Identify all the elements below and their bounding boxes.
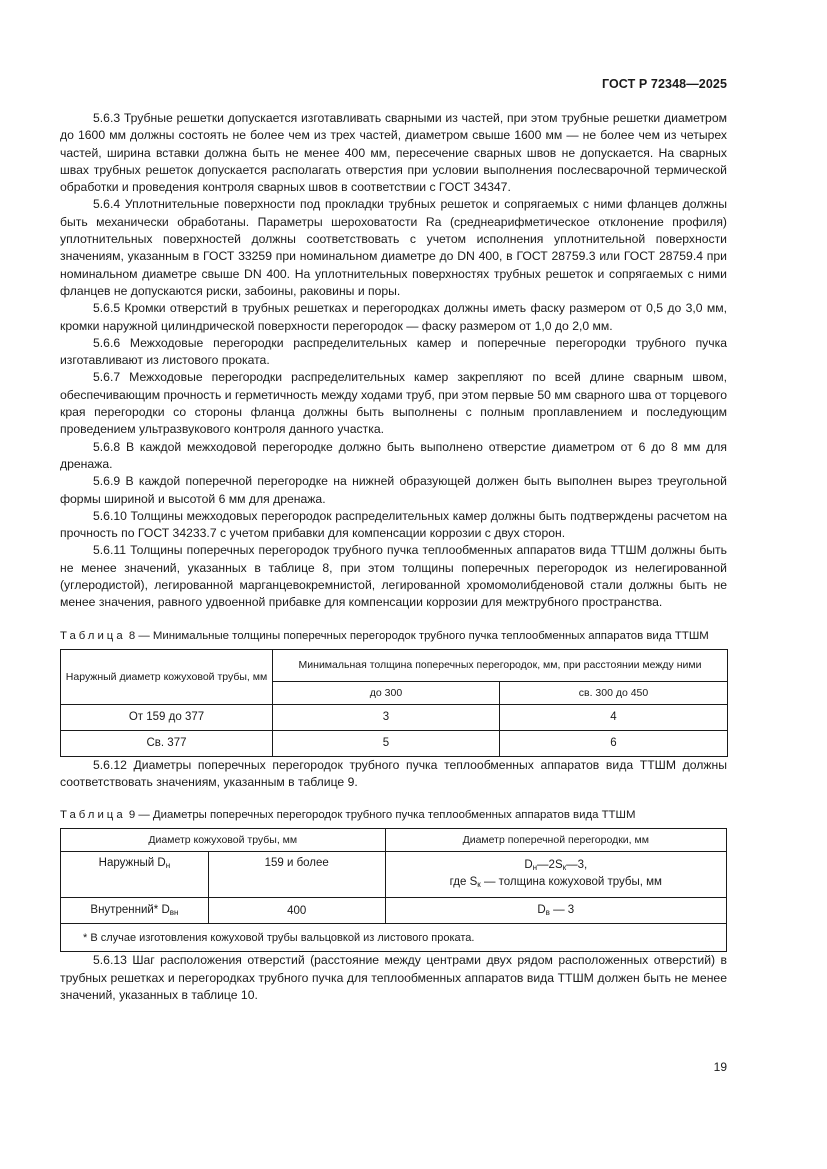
paragraph-5-6-8: 5.6.8 В каждой межходовой перегородке должно быть выполнено отверстие диаметром от 6 до 8 мм для дренажа. <box>60 439 727 471</box>
document-header: ГОСТ Р 72348—2025 <box>601 77 727 91</box>
table-row <box>61 730 728 756</box>
table-9-caption-word: Таблица <box>60 809 126 822</box>
paragraph-5-6-5: 5.6.5 Кромки отверстий в трубных решетках и перегородках должны иметь фаску размером от 0,5 до 3,0 мм, кромки наружной цилиндрической поверхности перегородок — фаску размером от 1,0 до 2,0 мм. <box>60 301 727 333</box>
table-cell-outer-diameter: Наружный $D_н$ <box>61 852 209 898</box>
table-cell: Св. 377 <box>61 730 273 756</box>
table-8-caption-text: 8 — Минимальные толщины поперечных перегородок трубного пучка теплообменных аппаратов вида ТТШМ <box>128 629 709 642</box>
table-8 <box>60 649 728 757</box>
table-9 <box>60 828 727 952</box>
table-8-header-up-to-300: до 300 <box>273 681 500 704</box>
table-cell-formula: $D_в$ — 3 <box>385 898 726 924</box>
table-row <box>61 898 727 924</box>
table-8-header-thickness: Минимальная толщина поперечных перегородок, мм, при расстоянии между ними <box>273 649 728 681</box>
page-body <box>60 110 727 1004</box>
table-cell: 4 <box>500 704 728 730</box>
table-9-header-baffle-diameter: Диаметр поперечной перегородки, мм <box>385 829 726 852</box>
paragraph-5-6-12: 5.6.12 Диаметры поперечных перегородок трубного пучка теплообменных аппаратов вида ТТШМ должны соответствовать значениям, указанным в таблице 9. <box>60 757 727 789</box>
table-cell: 3 <box>273 704 500 730</box>
paragraph-5-6-9: 5.6.9 В каждой поперечной перегородке на нижней образующей должен быть выполнен вырез треугольной формы шириной и высотой 6 мм для дренажа. <box>60 474 727 506</box>
table-cell: От 159 до 377 <box>61 704 273 730</box>
paragraph-5-6-4: 5.6.4 Уплотнительные поверхности под прокладки трубных решеток и сопрягаемых с ними фланцев должны быть механически обработаны. Параметры шероховатости Ra (среднеарифметическое отклонение профиля) уплотнительных поверхностей должны соответствовать с учетом исполнения уплотнительной поверхности значениям, указанным в ГОСТ 33259 при номинальном диаметре до DN 400, в ГОСТ 28759.3 или ГОСТ 28759.4 при номинальном диаметре свыше DN 400. На уплотнительных поверхностях трубных решеток и сопрягаемых с ними фланцев не допускаются риски, забоины, раковины и поры. <box>60 197 727 298</box>
table-cell-formula: $D_н—2S_к—3$, где $S_к$ — толщина кожуховой трубы, мм <box>385 852 726 898</box>
table-cell: 6 <box>500 730 728 756</box>
table-8-caption-word: Таблица <box>60 629 126 642</box>
table-8-header-diameter: Наружный диаметр кожуховой трубы, мм <box>61 649 273 704</box>
page-number: 19 <box>713 1060 727 1074</box>
paragraph-5-6-13: 5.6.13 Шаг расположения отверстий (расстояние между центрами двух рядом расположенных отверстий) в трубных решетках и перегородках трубного пучка для теплообменных аппаратов вида ТТШМ должен быть не менее значений, указанных в таблице 10. <box>60 953 727 1002</box>
table-row <box>61 852 727 898</box>
table-8-header-300-to-450: св. 300 до 450 <box>500 681 728 704</box>
table-cell-inner-diameter: Внутренний* $D_{вн}$ <box>61 898 209 924</box>
paragraph-5-6-6: 5.6.6 Межходовые перегородки распределительных камер и поперечные перегородки трубного пучка изготавливают из листового проката. <box>60 335 727 368</box>
table-cell: 400 <box>208 898 385 924</box>
table-8-caption <box>60 628 727 644</box>
table-9-header-shell-diameter: Диаметр кожуховой трубы, мм <box>61 829 386 852</box>
paragraph-5-6-3: 5.6.3 Трубные решетки допускается изготавливать сварными из частей, при этом трубные решетки диаметром до 1600 мм должны состоять не более чем из трех частей, диаметром свыше 1600 мм — не более чем из четырех частей, ширина вставки должна быть не менее 400 мм, пересечение сварных швов не допускается. На сварных швах трубных решеток допускается располагать отверстия при условии выполнения послесварочной термической обработки и проведения контроля сварных швов в соответствии с ГОСТ 34347. <box>60 111 727 195</box>
paragraph-5-6-10: 5.6.10 Толщины межходовых перегородок распределительных камер должны быть подтверждены расчетом на прочность по ГОСТ 34233.7 с учетом прибавки для компенсации коррозии с двух сторон. <box>60 508 727 541</box>
table-9-caption <box>60 807 727 823</box>
paragraph-5-6-7: 5.6.7 Межходовые перегородки распределительных камер закрепляют по всей длине сварным швом, обеспечивающим прочность и герметичность между ходами труб, при этом первые 50 мм сварного шва от торцевого края перегородки со стороны фланца должны быть выполнены с полным проплавлением и последующим проведением ультразвукового контроля данного участка. <box>60 370 727 437</box>
table-cell: 5 <box>273 730 500 756</box>
table-9-caption-text: 9 — Диаметры поперечных перегородок трубного пучка теплообменных аппаратов вида ТТШМ <box>128 809 636 822</box>
table-cell: 159 и более <box>208 852 385 898</box>
table-9-footnote: * В случае изготовления кожуховой трубы вальцовкой из листового проката. <box>61 924 727 952</box>
paragraph-5-6-11: 5.6.11 Толщины поперечных перегородок трубного пучка теплообменных аппаратов вида ТТШМ должны быть не менее значений, указанных в таблице 8, при этом толщины поперечных перегородок из нелегированной (углеродистой), легированной марганцевокремнистой, легированной хромомолибденовой стали должны быть не менее значения, равного удвоенной прибавке для компенсации коррозии для межтрубного пространства. <box>60 543 727 610</box>
table-row <box>61 704 728 730</box>
